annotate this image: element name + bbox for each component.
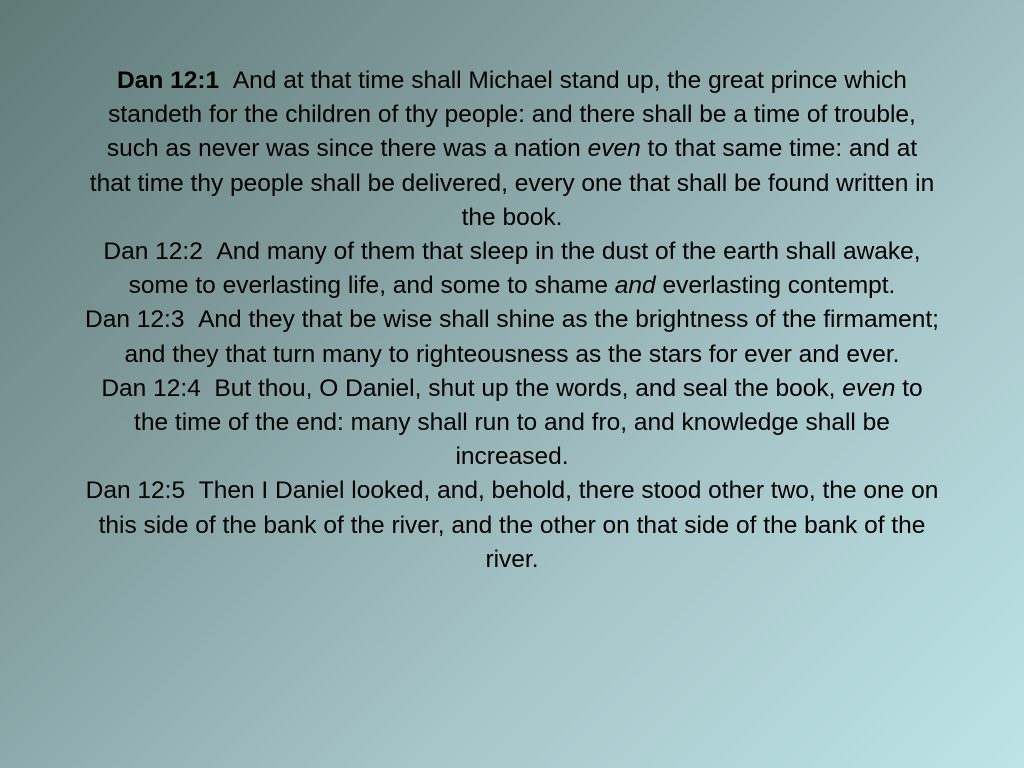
verse-dan-12-5 — [84, 474, 940, 577]
verse-text: And they that be wise shall shine as the brightness of the firmament; and they that turn many to righteousness as the stars for ever and ever. — [124, 306, 939, 368]
verse-text: Then I Daniel looked, and, behold, there stood other two, the one on this side of the bank of the river, and the other on that side of the bank of the river. — [98, 477, 939, 573]
verse-reference: Dan 12:5 — [85, 477, 186, 505]
verse-text: to the time of the end: many shall run to and fro, and knowledge shall be increased. — [134, 374, 923, 471]
verse-text: And at that time shall Michael stand up, the great prince which standeth for the children of thy people: and there shall be a time of trouble, such as never was since there was a nation — [106, 67, 916, 163]
verse-reference: Dan 12:4 — [101, 374, 201, 402]
verse-dan-12-3 — [84, 303, 940, 371]
verse-text-italic: and — [614, 272, 656, 300]
verse-text: to that same time: and at that time thy people shall be delivered, every one that shall be found written in the book. — [89, 135, 935, 231]
verse-dan-12-1 — [84, 64, 940, 235]
verse-reference: Dan 12:3 — [85, 306, 185, 334]
verse-text: But thou, O Daniel, shut up the words, and seal the book, — [214, 374, 843, 402]
verse-text: everlasting contempt. — [655, 272, 896, 300]
verse-dan-12-2 — [84, 235, 940, 303]
verse-text: And many of them that sleep in the dust of the earth shall awake, some to everlasting life, and some to shame — [128, 238, 921, 300]
verse-reference: Dan 12:1 — [117, 67, 220, 94]
verse-text-italic: even — [587, 135, 641, 163]
verse-text-italic: even — [842, 374, 896, 402]
verse-reference: Dan 12:2 — [103, 238, 203, 266]
scripture-text-block — [84, 64, 940, 577]
verse-dan-12-4 — [84, 372, 940, 475]
